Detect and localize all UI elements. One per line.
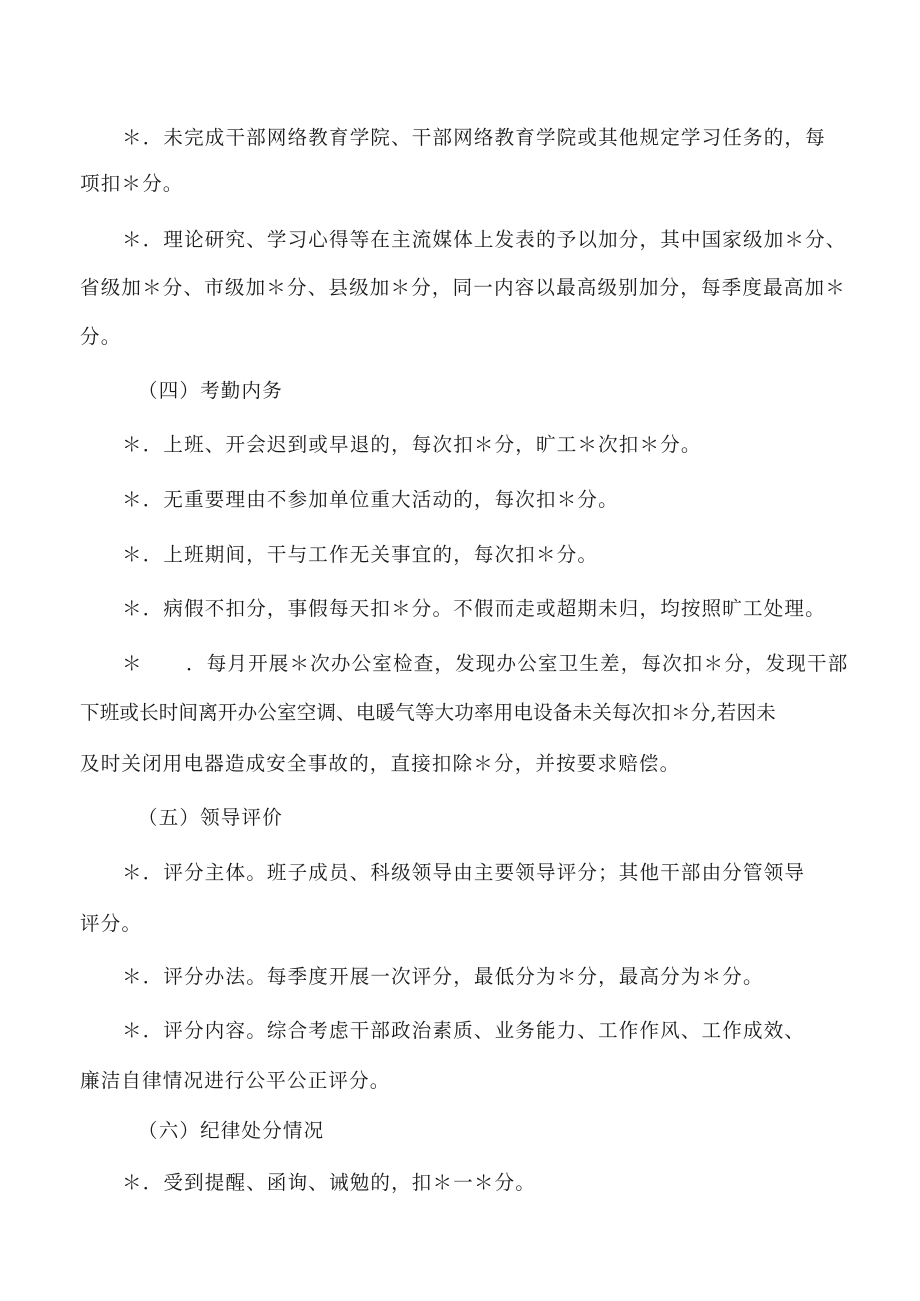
paragraph-line: ＊．无重要理由不参加单位重大活动的，每次扣＊分。	[122, 488, 619, 511]
paragraph-line: ＊．受到提醒、函询、诫勉的，扣＊一＊分。	[122, 1171, 537, 1194]
paragraph-line: 分。	[80, 325, 122, 348]
paragraph-line: 及时关闭用电器造成安全事故的，直接扣除＊分，并按要求赔偿。	[80, 752, 681, 775]
section-heading: （六）纪律处分情况	[138, 1119, 325, 1142]
paragraph-line: 省级加＊分、市级加＊分、县级加＊分，同一内容以最高级别加分，每季度最高加＊	[80, 276, 846, 299]
paragraph-line: ＊．评分内容。综合考虑干部政治素质、业务能力、工作作风、工作成效、	[122, 1019, 806, 1042]
paragraph-line: ＊．评分主体。班子成员、科级领导由主要领导评分；其他干部由分管领导	[122, 861, 806, 884]
paragraph-line: 评分。	[80, 912, 143, 935]
paragraph-line: ．每月开展＊次办公室检查，发现办公室卫生差，每次扣＊分，发现干部	[186, 652, 849, 675]
paragraph-line: 下班或长时间离开办公室空调、电暖气等大功率用电设备未关每次扣＊分,若因未	[80, 701, 776, 724]
paragraph-line: ＊．理论研究、学习心得等在主流媒体上发表的予以加分，其中国家级加＊分、	[122, 228, 847, 251]
section-heading: （五）领导评价	[138, 806, 283, 829]
paragraph-line: ＊．上班、开会迟到或早退的，每次扣＊分，旷工＊次扣＊分。	[122, 433, 702, 456]
paragraph-line: ＊．病假不扣分，事假每天扣＊分。不假而走或超期未归，均按照旷工处理。	[122, 597, 826, 620]
paragraph-line: ＊．上班期间，干与工作无关事宜的，每次扣＊分。	[122, 543, 599, 566]
paragraph-star: ＊	[122, 652, 143, 675]
paragraph-line: ＊．未完成干部网络教育学院、干部网络教育学院或其他规定学习任务的，每	[122, 126, 826, 149]
paragraph-line: 项扣＊分。	[80, 172, 184, 195]
paragraph-line: 廉洁自律情况进行公平公正评分。	[80, 1069, 391, 1092]
section-heading: （四）考勤内务	[138, 379, 283, 402]
paragraph-line: ＊．评分办法。每季度开展一次评分，最低分为＊分，最高分为＊分。	[122, 965, 764, 988]
